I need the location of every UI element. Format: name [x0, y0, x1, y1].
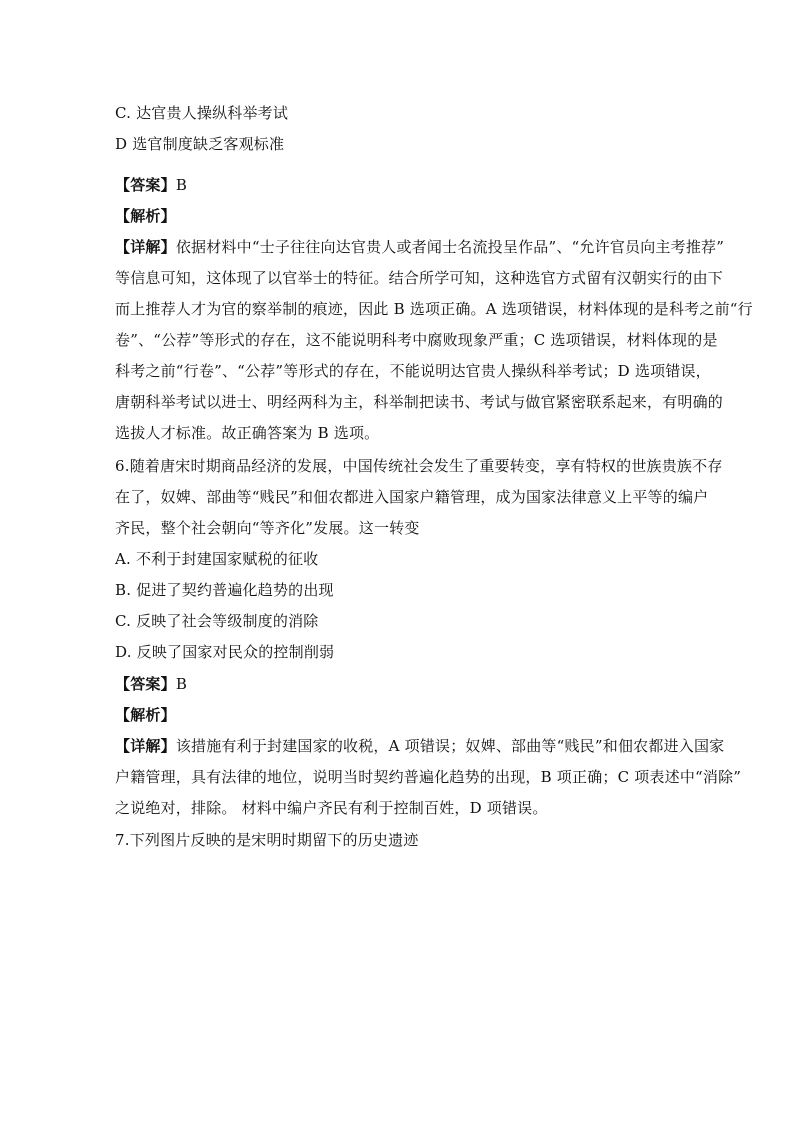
q6-detail-line-2: 户籍管理，具有法律的地位，说明当时契约普遍化趋势的出现，B 项正确；C 项表述中“消除”: [115, 768, 742, 786]
q6-stem-line-2: 在了，奴婢、部曲等“贱民”和佃农都进入国家户籍管理，成为国家法律意义上平等的编户: [115, 488, 709, 506]
q5-answer-line: [115, 175, 695, 195]
q6-stem-line-1: 6.随着唐宋时期商品经济的发展，中国传统社会发生了重要转变，享有特权的世族贵族不存: [115, 457, 723, 475]
q5-detail-line-1: 【详解】依据材料中“士子往往向达官贵人或者闻士名流投呈作品”、“允许官员向主考推荐”: [115, 238, 725, 256]
q5-option-c: C. 达官贵人操纵科举考试: [115, 104, 289, 122]
q6-analysis-label: 【解析】: [115, 706, 176, 724]
q5-answer-label: 【答案】: [115, 176, 176, 194]
q6-answer-label: 【答案】: [115, 675, 176, 693]
q5-analysis-label: 【解析】: [115, 207, 176, 225]
q6-stem-line-3: 齐民，整个社会朝向“等齐化”发展。这一转变: [115, 519, 420, 537]
q6-answer-line: [115, 674, 695, 694]
q5-detail-line-4: 卷”、“公荐”等形式的存在，这不能说明科考中腐败现象严重；C 选项错误，材料体现的是: [115, 331, 718, 349]
q6-answer-value: B: [175, 675, 188, 693]
q6-option-b: B. 促进了契约普遍化趋势的出现: [115, 581, 334, 599]
q6-detail-label: 【详解】: [115, 737, 176, 755]
q5-detail-line-2: 等信息可知，这体现了以官举士的特征。结合所学可知，这种选官方式留有汉朝实行的由下: [115, 269, 724, 287]
q6-option-a: A. 不利于封建国家赋税的征收: [115, 550, 319, 568]
q7-stem: 7.下列图片反映的是宋明时期留下的历史遗迹: [115, 831, 419, 849]
q5-detail-line-7: 选拔人才标准。故正确答案为 B 选项。: [115, 424, 380, 442]
q6-option-c: C. 反映了社会等级制度的消除: [115, 612, 319, 630]
q6-detail-line-1: 【详解】该措施有利于封建国家的收税，A 项错误；奴婢、部曲等“贱民”和佃农都进入国家: [115, 737, 725, 755]
q5-detail-label: 【详解】: [115, 238, 176, 256]
q5-detail-line-3: 而上推荐人才为官的察举制的痕迹，因此 B 选项正确。A 选项错误，材料体现的是科考之前“行: [115, 300, 753, 318]
q5-answer-value: B: [175, 176, 188, 194]
q5-option-d: D 选官制度缺乏客观标准: [115, 135, 285, 153]
q5-detail-line-6: 唐朝科举考试以进士、明经两科为主，科举制把读书、考试与做官紧密联系起来，有明确的: [115, 393, 724, 411]
q6-detail-line-3: 之说绝对，排除。 材料中编户齐民有利于控制百姓，D 项错误。: [115, 799, 548, 817]
q6-option-d: D. 反映了国家对民众的控制削弱: [115, 643, 335, 661]
q5-detail-line-5: 科考之前“行卷”、“公荐”等形式的存在，不能说明达官贵人操纵科举考试；D 选项错误，: [115, 362, 711, 380]
